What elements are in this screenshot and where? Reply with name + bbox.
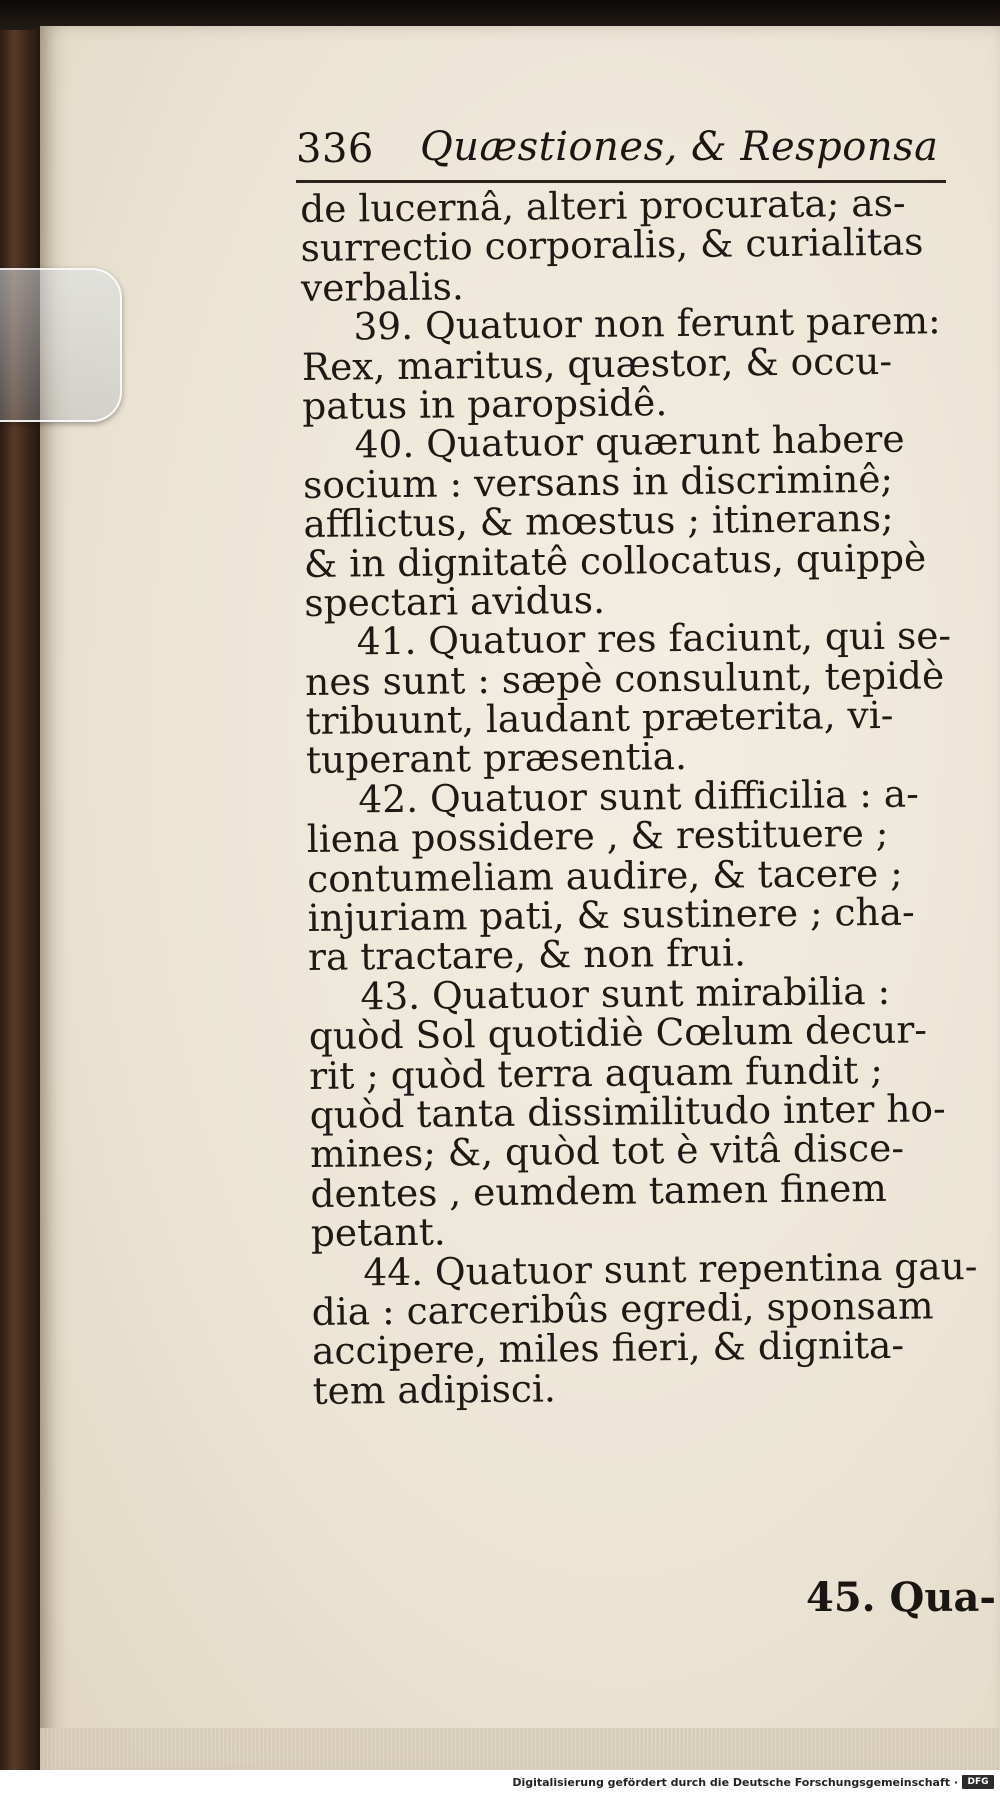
text-line: accipere, miles fieri, & dignita-	[311, 1323, 905, 1374]
text-line: & in dignitatê collocatus, quippè	[303, 534, 927, 586]
text-line: afflictus, & mœstus ; itinerans;	[303, 495, 894, 547]
page-number: 336	[296, 126, 374, 172]
dfg-logo-icon: DFG	[962, 1775, 994, 1789]
text-line: de lucernâ, alteri procurata; as-	[299, 180, 906, 231]
text-line: petant.	[310, 1209, 446, 1256]
text-line: verbalis.	[300, 264, 465, 310]
text-line: ra tractare, & non frui.	[307, 930, 747, 980]
funding-credit: Digitalisierung gefördert durch die Deutsche Forschungsgemeinschaft ·	[512, 1776, 958, 1789]
text-line: nes sunt : sæpè consulunt, tepidè	[304, 652, 945, 704]
text-line: 43. Quatuor sunt mirabilia :	[360, 968, 891, 1019]
catchword: 45. Qua-	[806, 1574, 996, 1621]
text-line: tem adipisci.	[312, 1366, 557, 1413]
page-bottom-edge	[40, 1728, 1000, 1770]
digitization-footer	[0, 1770, 1000, 1796]
running-head	[296, 120, 956, 186]
page-clip	[0, 268, 122, 422]
running-title: Quæstiones, & Responsa	[420, 124, 939, 170]
page-text	[299, 180, 978, 1413]
text-line: liena possidere , & restituere ;	[306, 811, 889, 862]
text-line: 40. Quatuor quærunt habere	[354, 417, 905, 467]
text-line: socium : versans in discriminê;	[302, 456, 894, 507]
text-line: tribuunt, laudant præterita, vi-	[305, 692, 894, 744]
text-line: quòd tanta dissimilitudo inter ho-	[309, 1086, 946, 1137]
text-line: quòd Sol quotidiè Cœlum decur-	[308, 1007, 928, 1059]
text-line: tuperant præsentia.	[305, 734, 688, 783]
text-line: rit ; quòd terra aquam fundit ;	[309, 1047, 884, 1098]
text-line: 41. Quatuor res faciunt, qui se-	[356, 613, 952, 664]
text-line: injuriam pati, & sustinere ; cha-	[307, 889, 915, 940]
text-line: dia : carceribûs egredi, sponsam	[311, 1283, 934, 1334]
text-line: patus in paropsidê.	[302, 380, 668, 428]
text-line: spectari avidus.	[304, 577, 606, 625]
text-line: 39. Quatuor non ferunt parem:	[353, 298, 941, 349]
text-line: Rex, maritus, quæstor, & occu-	[301, 338, 893, 389]
text-line: surrectio corporalis, & curialitas	[300, 219, 924, 271]
text-line: dentes , eumdem tamen finem	[310, 1165, 888, 1216]
text-line: mines; &, quòd tot è vitâ disce-	[309, 1126, 905, 1177]
text-line: 44. Quatuor sunt repentina gau-	[363, 1243, 978, 1294]
text-line: 42. Quatuor sunt difficilia : a-	[358, 771, 920, 822]
text-line: contumeliam audire, & tacere ;	[306, 850, 904, 901]
